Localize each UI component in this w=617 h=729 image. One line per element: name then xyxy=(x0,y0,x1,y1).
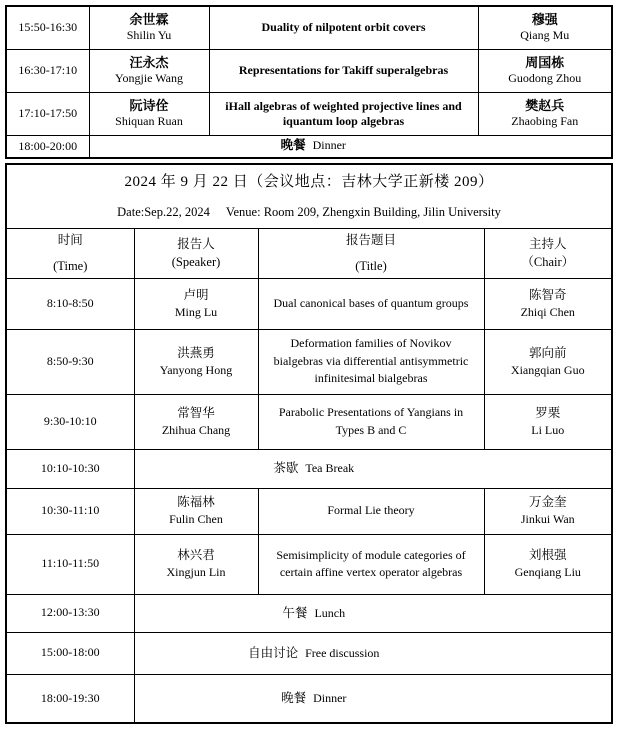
talk-title-cell: Duality of nilpotent orbit covers xyxy=(209,6,478,49)
time-cell: 10:10-10:30 xyxy=(6,449,134,488)
time-cell: 15:00-18:00 xyxy=(6,632,134,674)
time-cell: 12:00-13:30 xyxy=(6,594,134,632)
header-speaker-zh: 报告人 xyxy=(177,236,215,251)
talk-row xyxy=(6,534,612,594)
date-line-zh: 2024 年 9 月 22 日（会议地点：吉林大学正新楼 209） xyxy=(124,173,494,190)
speaker-cell xyxy=(89,92,209,135)
header-title-en: (Title) xyxy=(355,259,387,273)
speaker-name-zh: 陈福林 xyxy=(177,495,215,510)
chair-cell xyxy=(478,92,612,135)
speaker-cell xyxy=(89,49,209,92)
dinner-cell xyxy=(89,135,612,158)
speaker-name-zh: 常智华 xyxy=(177,405,215,420)
free-discussion-label-zh: 自由讨论 xyxy=(248,645,299,660)
free-discussion-row xyxy=(6,632,612,674)
chair-name-zh: 万金奎 xyxy=(529,495,567,510)
talk-title-cell: Formal Lie theory xyxy=(258,488,484,534)
chair-cell xyxy=(478,6,612,49)
venue-en: Venue: Room 209, Zhengxin Building, Jilin University xyxy=(225,204,501,219)
chair-cell xyxy=(484,329,612,394)
speaker-name-en: Shilin Yu xyxy=(126,28,172,43)
chair-name-zh: 刘根强 xyxy=(529,548,567,563)
talk-row xyxy=(6,488,612,534)
time-cell: 16:30-17:10 xyxy=(6,49,89,92)
header-speaker-en: (Speaker) xyxy=(171,255,221,269)
tea-break-label-zh: 茶歇 xyxy=(273,461,299,476)
chair-name-en: Li Luo xyxy=(531,422,565,437)
header-time-zh: 时间 xyxy=(57,232,83,247)
time-cell: 18:00-20:00 xyxy=(6,135,89,158)
chair-name-en: Zhaobing Fan xyxy=(511,114,579,129)
speaker-cell xyxy=(89,6,209,49)
chair-name-en: Zhiqi Chen xyxy=(520,304,575,319)
chair-name-en: Xiangqian Guo xyxy=(510,362,585,377)
speaker-name-zh: 余世霖 xyxy=(129,12,169,28)
tea-break-row xyxy=(6,449,612,488)
speaker-cell xyxy=(134,329,258,394)
speaker-name-zh: 洪燕勇 xyxy=(177,345,215,360)
speaker-cell xyxy=(134,534,258,594)
free-discussion-cell xyxy=(134,632,612,674)
chair-name-zh: 樊赵兵 xyxy=(525,97,565,113)
talk-title-cell: iHall algebras of weighted projective lines and iquantum loop algebras xyxy=(209,92,478,135)
dinner-label-zh: 晚餐 xyxy=(280,138,306,153)
speaker-name-en: Yongjie Wang xyxy=(115,71,183,86)
header-title-cell xyxy=(258,228,484,278)
talk-title-cell: Semisimplicity of module categories of certain affine vertex operator algebras xyxy=(258,534,484,594)
talk-row xyxy=(6,394,612,449)
header-chair-zh: 主持人 xyxy=(529,236,567,251)
time-cell: 18:00-19:30 xyxy=(6,674,134,723)
speaker-name-zh: 阮诗佺 xyxy=(129,97,169,113)
talk-row xyxy=(6,49,612,92)
time-cell: 10:30-11:10 xyxy=(6,488,134,534)
tea-break-cell xyxy=(134,449,612,488)
speaker-name-en: Ming Lu xyxy=(174,304,218,319)
lunch-cell xyxy=(134,594,612,632)
speaker-name-en: Zhihua Chang xyxy=(161,422,231,437)
speaker-name-zh: 林兴君 xyxy=(177,548,215,563)
speaker-name-zh: 卢明 xyxy=(183,287,209,302)
talk-title-cell: Dual canonical bases of quantum groups xyxy=(258,278,484,329)
day2-schedule-table xyxy=(5,163,613,724)
chair-cell xyxy=(484,278,612,329)
dinner-cell xyxy=(134,674,612,723)
header-title-zh: 报告题目 xyxy=(345,232,396,247)
time-cell: 11:10-11:50 xyxy=(6,534,134,594)
lunch-row xyxy=(6,594,612,632)
speaker-cell xyxy=(134,278,258,329)
dinner-label-zh: 晚餐 xyxy=(281,691,307,706)
time-cell: 9:30-10:10 xyxy=(6,394,134,449)
chair-name-en: Guodong Zhou xyxy=(508,71,582,86)
time-cell: 8:10-8:50 xyxy=(6,278,134,329)
chair-cell xyxy=(484,488,612,534)
dinner-label-en: Dinner xyxy=(312,138,346,153)
speaker-name-zh: 汪永杰 xyxy=(129,54,169,70)
chair-name-zh: 罗栗 xyxy=(535,405,561,420)
speaker-name-en: Yanyong Hong xyxy=(159,362,233,377)
chair-name-zh: 陈智奇 xyxy=(529,287,567,302)
header-time-en: (Time) xyxy=(53,259,88,273)
chair-name-zh: 穆强 xyxy=(531,12,558,28)
header-chair-cell xyxy=(484,228,612,278)
tea-break-label-en: Tea Break xyxy=(305,461,355,476)
date-line-en xyxy=(7,203,611,221)
talk-row xyxy=(6,278,612,329)
speaker-cell xyxy=(134,394,258,449)
chair-name-zh: 郭向前 xyxy=(529,345,567,360)
speaker-cell xyxy=(134,488,258,534)
chair-name-en: Genqiang Liu xyxy=(514,565,581,580)
date-header-row xyxy=(6,164,612,228)
dinner-label-en: Dinner xyxy=(313,691,347,706)
header-time-cell xyxy=(6,228,134,278)
column-header-row xyxy=(6,228,612,278)
dinner-row xyxy=(6,135,612,158)
talk-title-cell: Parabolic Presentations of Yangians in Types B and C xyxy=(258,394,484,449)
chair-name-en: Qiang Mu xyxy=(520,28,570,43)
date-en: Date:Sep.22, 2024 xyxy=(117,204,210,219)
time-cell: 15:50-16:30 xyxy=(6,6,89,49)
chair-cell xyxy=(484,394,612,449)
talk-row xyxy=(6,329,612,394)
free-discussion-label-en: Free discussion xyxy=(305,645,380,660)
date-header-cell xyxy=(6,164,612,228)
time-cell: 8:50-9:30 xyxy=(6,329,134,394)
talk-row xyxy=(6,92,612,135)
talk-row xyxy=(6,6,612,49)
lunch-label-en: Lunch xyxy=(314,605,346,620)
afternoon-session-table xyxy=(5,5,613,159)
time-cell: 17:10-17:50 xyxy=(6,92,89,135)
chair-cell xyxy=(478,49,612,92)
header-chair-en: （Chair） xyxy=(521,255,575,269)
chair-name-zh: 周国栋 xyxy=(525,54,565,70)
speaker-name-en: Xingjun Lin xyxy=(166,565,226,580)
speaker-name-en: Fulin Chen xyxy=(169,512,223,527)
talk-title-cell: Deformation families of Novikov bialgebras via differential antisymmetric infinitesimal bialgebras xyxy=(258,329,484,394)
chair-name-en: Jinkui Wan xyxy=(520,512,575,527)
chair-cell xyxy=(484,534,612,594)
lunch-label-zh: 午餐 xyxy=(282,605,308,620)
header-speaker-cell xyxy=(134,228,258,278)
dinner-row xyxy=(6,674,612,723)
talk-title-cell: Representations for Takiff superalgebras xyxy=(209,49,478,92)
speaker-name-en: Shiquan Ruan xyxy=(115,114,183,129)
